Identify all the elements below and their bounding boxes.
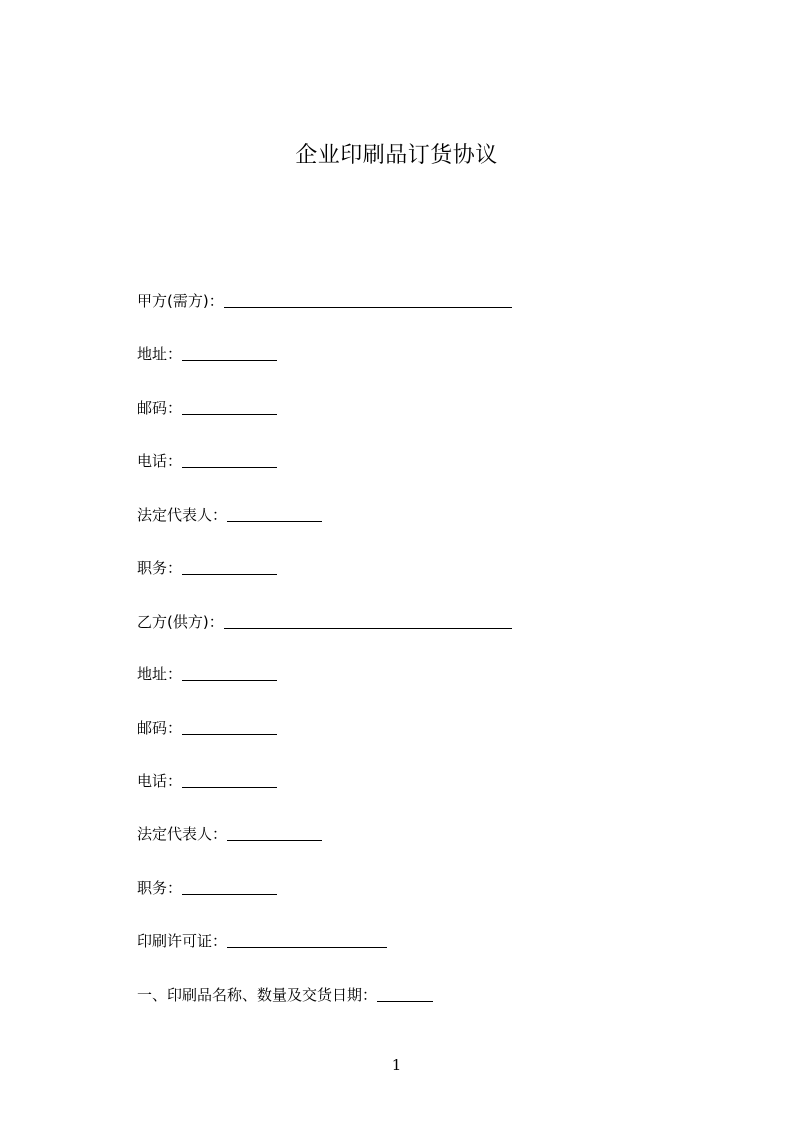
party-b-phone-field: [137, 770, 277, 792]
party-b-phone-label: 电话：: [137, 772, 183, 790]
party-b-position-field: [137, 877, 277, 899]
section-1-label: 一、印刷品名称、数量及交货日期：: [137, 986, 378, 1004]
party-a-phone-field: [137, 450, 277, 472]
party-b-postcode-label: 邮码：: [137, 719, 183, 737]
party-b-legal-rep-field: [137, 823, 322, 845]
party-b-postcode-field: [137, 717, 277, 739]
party-b-address-label: 地址：: [137, 665, 183, 683]
party-a-postcode-blank[interactable]: [182, 400, 277, 415]
party-b-blank[interactable]: [224, 614, 512, 629]
party-a-label: 甲方(需方)：: [137, 292, 224, 310]
party-a-address-blank[interactable]: [182, 346, 277, 361]
party-b-phone-blank[interactable]: [182, 773, 277, 788]
page-number: 1: [391, 1056, 402, 1074]
party-a-position-label: 职务：: [137, 559, 183, 577]
party-a-position-blank[interactable]: [182, 560, 277, 575]
party-a-legal-rep-label: 法定代表人：: [137, 506, 228, 524]
print-license-blank[interactable]: [227, 933, 387, 948]
party-a-field: [137, 290, 512, 312]
party-b-address-field: [137, 663, 277, 685]
party-a-postcode-field: [137, 397, 277, 419]
party-a-phone-blank[interactable]: [182, 453, 277, 468]
party-b-legal-rep-label: 法定代表人：: [137, 825, 228, 843]
section-1-blank[interactable]: [377, 987, 433, 1002]
party-a-address-label: 地址：: [137, 345, 183, 363]
party-b-legal-rep-blank[interactable]: [227, 826, 322, 841]
party-a-address-field: [137, 343, 277, 365]
party-a-blank[interactable]: [224, 293, 512, 308]
party-a-phone-label: 电话：: [137, 452, 183, 470]
print-license-field: [137, 930, 387, 952]
section-1-field: [137, 984, 433, 1006]
party-a-legal-rep-field: [137, 504, 322, 526]
party-a-position-field: [137, 557, 277, 579]
party-b-field: [137, 611, 512, 633]
party-b-label: 乙方(供方)：: [137, 613, 224, 631]
document-title: 企业印刷品订货协议: [295, 143, 498, 168]
party-b-address-blank[interactable]: [182, 666, 277, 681]
party-b-position-label: 职务：: [137, 879, 183, 897]
party-b-postcode-blank[interactable]: [182, 720, 277, 735]
print-license-label: 印刷许可证：: [137, 932, 228, 950]
party-a-postcode-label: 邮码：: [137, 399, 183, 417]
party-a-legal-rep-blank[interactable]: [227, 507, 322, 522]
party-b-position-blank[interactable]: [182, 880, 277, 895]
